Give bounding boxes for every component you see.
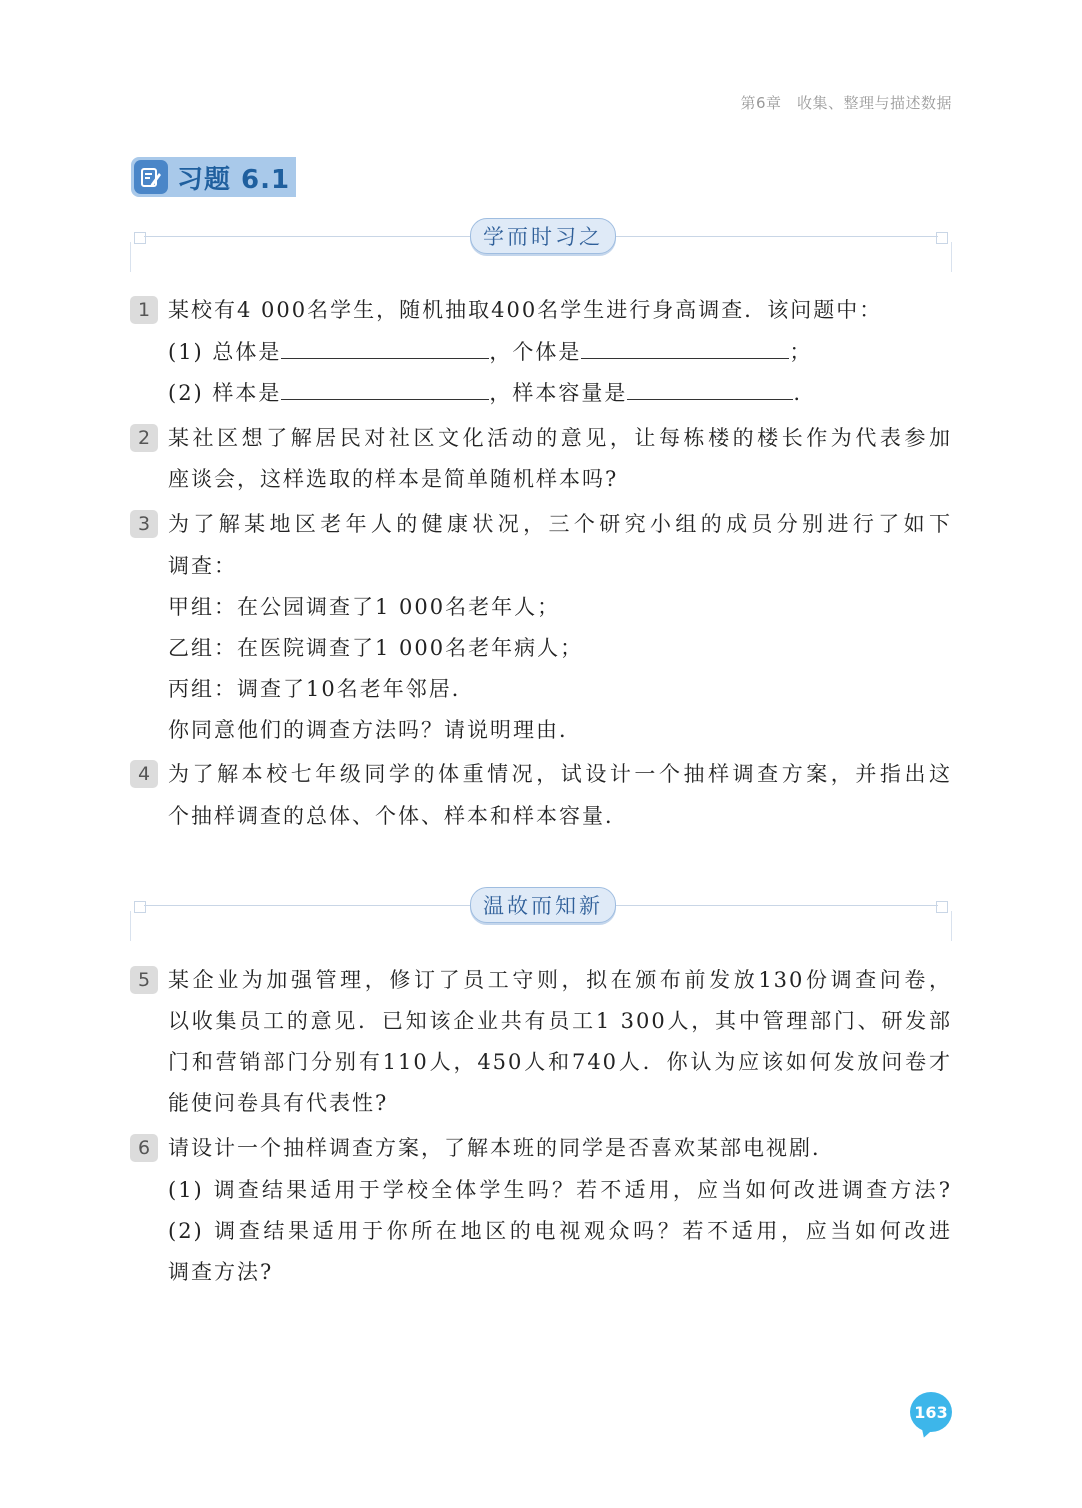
problem-text: 某校有4 000名学生，随机抽取400名学生进行身高调查．该问题中： — [168, 298, 883, 322]
section-title: 学而时习之 — [470, 218, 616, 254]
problem-text: 请设计一个抽样调查方案，了解本班的同学是否喜欢某部电视剧． — [168, 1136, 835, 1160]
subpart-label: (2) 样本是 — [168, 381, 282, 405]
problem-text: 某社区想了解居民对社区文化活动的意见，让每栋楼的楼长作为代表参加 — [168, 426, 952, 450]
problem-text: 丙组：调查了10名老年邻居． — [168, 677, 475, 701]
problem-text: (1) 调查结果适用于学校全体学生吗？若不适用，应当如何改进调查方法? — [168, 1178, 952, 1202]
problem-number: 3 — [130, 510, 158, 538]
answer-blank — [627, 381, 793, 400]
problem-text: 某企业为加强管理，修订了员工守则，拟在颁布前发放130份调查问卷， — [168, 968, 952, 992]
problem-text: 调查： — [168, 554, 237, 578]
problem-text: 能使问卷具有代表性? — [168, 1091, 389, 1115]
problem-number: 4 — [130, 760, 158, 788]
exercise-title — [131, 157, 296, 197]
subpart-label: (1) 总体是 — [168, 340, 282, 364]
problem-number: 6 — [130, 1134, 158, 1162]
problem-text: 座谈会，这样选取的样本是简单随机样本吗? — [168, 467, 619, 491]
problem-text: 乙组：在医院调查了1 000名老年病人； — [168, 636, 584, 660]
problem-text: 以收集员工的意见．已知该企业共有员工1 300人，其中管理部门、研发部 — [168, 1009, 952, 1033]
problem-text: 调查方法? — [168, 1260, 274, 1284]
punctuation: . — [793, 381, 803, 405]
notepad-pencil-icon — [134, 160, 168, 194]
problem-text: (2) 调查结果适用于你所在地区的电视观众吗？若不适用，应当如何改进 — [168, 1219, 952, 1243]
section-banner-1 — [130, 218, 952, 278]
problem-text: 为了解本校七年级同学的体重情况，试设计一个抽样调查方案，并指出这 — [168, 762, 952, 786]
answer-blank — [581, 340, 789, 359]
problem-text: 甲组：在公园调查了1 000名老年人； — [168, 595, 561, 619]
subpart-label: ，个体是 — [489, 340, 582, 364]
problem-subpart — [168, 338, 812, 366]
page-number: 163 — [910, 1392, 952, 1432]
chapter-header: 第6章 收集、整理与描述数据 — [740, 94, 952, 112]
punctuation: ； — [789, 340, 813, 364]
exercise-title-text: 习题 6.1 — [177, 164, 291, 195]
problem-text: 门和营销部门分别有110人，450人和740人．你认为应该如何发放问卷才 — [168, 1050, 952, 1074]
problem-subpart — [168, 379, 802, 407]
section-title: 温故而知新 — [470, 887, 616, 923]
problem-number: 5 — [130, 966, 158, 994]
problem-number: 2 — [130, 424, 158, 452]
problem-text: 个抽样调查的总体、个体、样本和样本容量． — [168, 804, 628, 828]
problem-text: 你同意他们的调查方法吗？请说明理由． — [168, 718, 582, 742]
subpart-label: ，样本容量是 — [489, 381, 628, 405]
problem-text: 为了解某地区老年人的健康状况，三个研究小组的成员分别进行了如下 — [168, 512, 952, 536]
answer-blank — [281, 340, 489, 359]
problem-number: 1 — [130, 296, 158, 324]
answer-blank — [281, 381, 489, 400]
section-banner-2 — [130, 887, 952, 947]
